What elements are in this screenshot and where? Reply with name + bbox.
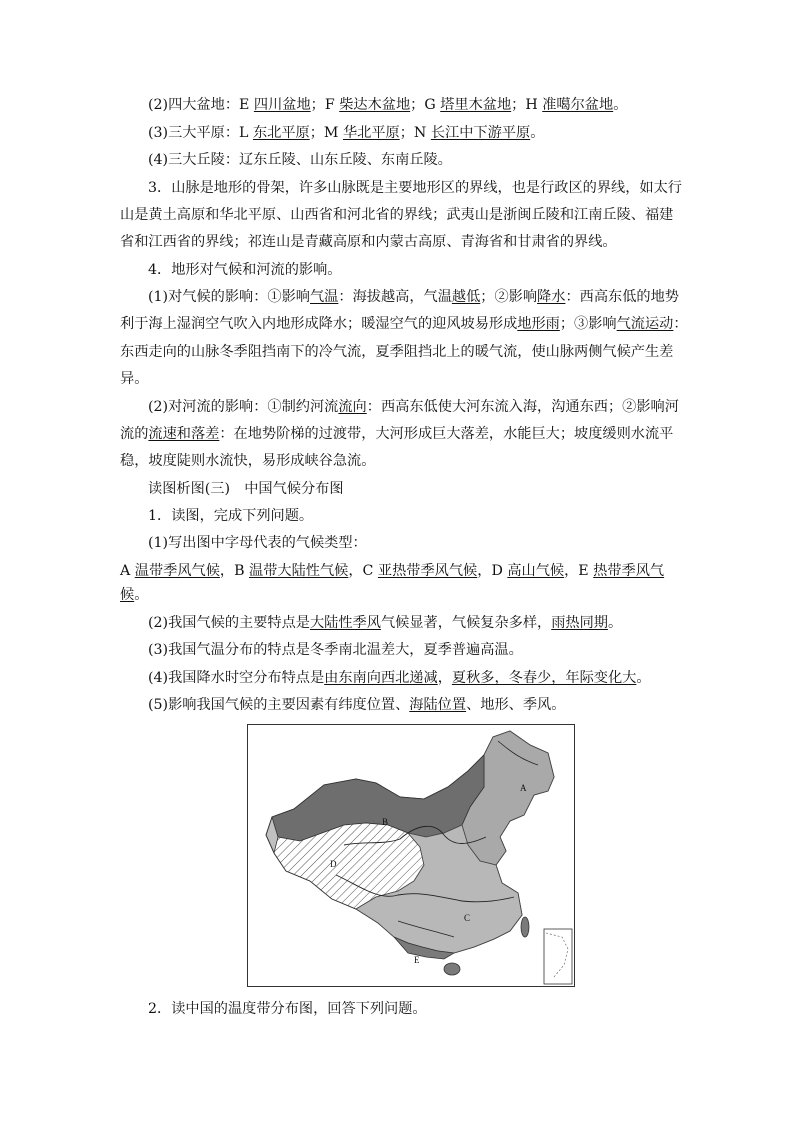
map-label-d: D	[330, 859, 337, 869]
basins-line: (2)四大盆地：E 四川盆地；F 柴达木盆地；G 塔里木盆地；H 准噶尔盆地。	[148, 97, 628, 113]
river-effect-line-2: 流的流速和落差：在地势阶梯的过渡带，大河形成巨大落差，水能巨大；坡度缓则水流平	[120, 426, 674, 442]
taiwan-island	[521, 917, 529, 937]
q1-4: (4)我国降水时空分布特点是由东南向西北递减，夏秋多，冬春少，年际变化大。	[148, 670, 651, 686]
climate-b: 温带大陆性气候	[249, 563, 349, 579]
plain-l: 东北平原	[252, 125, 310, 141]
climate-effect-line-1: (1)对气候的影响：①影响气温：海拔越高，气温越低；②影响降水：西高东低的地势	[148, 289, 679, 305]
climate-a: 温带季风气候	[134, 563, 220, 579]
basin-h: 准噶尔盆地	[542, 97, 614, 113]
china-climate-map	[247, 724, 575, 987]
q1-title: 1．读图，完成下列问题。	[148, 508, 314, 524]
climate-effect-line-4: 异。	[120, 371, 149, 387]
south-china-sea-inset	[544, 929, 572, 984]
map-label-b: B	[382, 817, 389, 827]
climate-types-line-2: 候。	[120, 587, 149, 603]
climate-effect-line-3: 东西走向的山脉冬季阻挡南下的冷气流，夏季阻挡北上的暖气流，使山脉两侧气候产生差	[120, 344, 674, 360]
mountains-line-1: 3．山脉是地形的骨架，许多山脉既是主要地形区的界线，也是行政区的界线，如太行	[148, 180, 682, 196]
plain-n: 长江中下游平原	[430, 125, 531, 141]
river-effect-line-3: 稳，坡度陡则水流快，易形成峡谷急流。	[120, 453, 376, 469]
mountains-line-3: 省和江西省的界线；祁连山是青藏高原和内蒙古高原、青海省和甘肃省的界线。	[120, 234, 617, 250]
river-effect-line-1: (2)对河流的影响：①制约河流流向：西高东低使大河东流入海，沟通东西；②影响河	[148, 399, 679, 415]
terrain-title: 4．地形对气候和河流的影响。	[148, 262, 342, 278]
q1-1: (1)写出图中字母代表的气候类型：	[148, 535, 367, 551]
china-climate-map-svg	[248, 725, 574, 986]
map-label-e: E	[414, 955, 420, 965]
q2-title: 2．读中国的温度带分布图，回答下列问题。	[148, 1001, 427, 1017]
hainan-island	[444, 963, 460, 975]
basin-f: 柴达木盆地	[339, 97, 411, 113]
map-label-c: C	[464, 913, 471, 923]
plain-m: 华北平原	[342, 125, 400, 141]
map-label-a: A	[520, 783, 527, 793]
climate-e: 热带季风气	[593, 563, 665, 579]
climate-types-line-1: A 温带季风气候，B 温带大陆性气候，C 亚热带季风气候，D 高山气候，E 热带季风气	[120, 563, 665, 579]
climate-d: 高山气候	[507, 563, 565, 579]
q1-2: (2)我国气候的主要特点是大陆性季风气候显著，气候复杂多样，雨热同期。	[148, 615, 623, 631]
plains-line: (3)三大平原：L 东北平原；M 华北平原；N 长江中下游平原。	[148, 125, 545, 141]
section-title: 读图析图(三) 中国气候分布图	[148, 481, 344, 497]
mountains-line-2: 山是黄土高原和华北平原、山西省和河北省的界线；武夷山是浙闽丘陵和江南丘陵、福建	[120, 207, 674, 223]
q1-5: (5)影响我国气候的主要因素有纬度位置、海陆位置、地形、季风。	[148, 697, 566, 713]
climate-c: 亚热带季风气候	[377, 563, 478, 579]
hills-line: (4)三大丘陵：辽东丘陵、山东丘陵、东南丘陵。	[148, 152, 452, 168]
basin-e: 四川盆地	[253, 97, 311, 113]
q1-3: (3)我国气温分布的特点是冬季南北温差大，夏季普遍高温。	[148, 642, 523, 658]
climate-effect-line-2: 利于海上湿润空气吹入内地形成降水；暖湿空气的迎风坡易形成地形雨；③影响气流运动：	[120, 316, 688, 332]
basin-g: 塔里木盆地	[440, 97, 512, 113]
